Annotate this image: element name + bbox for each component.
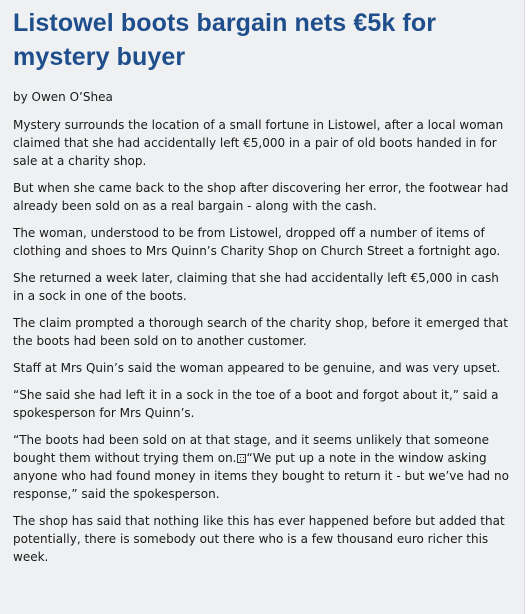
quote-part-1: “The boots had been sold on at that stage, and it seems unlikely that someone bought them without trying them on. bbox=[13, 433, 489, 465]
paragraph-4: She returned a week later, claiming that she had accidentally left €5,000 in cash in a sock in one of the boots. bbox=[13, 271, 499, 303]
paragraph-8 bbox=[13, 431, 513, 503]
quote-part-2: “We put up a note in the window asking anyone who had found money in items they bought to return it - but we’ve had no response,” said the spokesperson. bbox=[13, 451, 509, 501]
article-byline: by Owen O’Shea bbox=[13, 90, 113, 104]
paragraph-3: The woman, understood to be from Listowel, dropped off a number of items of clothing and shoes to Mrs Quinn’s Charity Shop on Church Street a fortnight ago. bbox=[13, 226, 501, 258]
article-headline: Listowel boots bargain nets €5k for mystery buyer bbox=[13, 9, 437, 71]
missing-glyph-icon bbox=[237, 454, 246, 463]
paragraph-2: But when she came back to the shop after discovering her error, the footwear had already been sold on as a real bargain - along with the cash. bbox=[13, 181, 509, 213]
paragraph-1: Mystery surrounds the location of a small fortune in Listowel, after a local woman claimed that she had accidentally left €5,000 in a pair of old boots handed in for sale at a charity shop. bbox=[13, 118, 504, 168]
paragraph-6: Staff at Mrs Quin’s said the woman appeared to be genuine, and was very upset. bbox=[13, 361, 501, 375]
paragraph-7: “She said she had left it in a sock in the toe of a boot and forgot about it,” said a spokesperson for Mrs Quinn’s. bbox=[13, 388, 499, 420]
paragraph-5: The claim prompted a thorough search of the charity shop, before it emerged that the boots had been sold on to another customer. bbox=[13, 316, 508, 348]
paragraph-9: The shop has said that nothing like this has ever happened before but added that potentially, there is somebody out there who is a few thousand euro richer this week. bbox=[13, 514, 505, 564]
article bbox=[13, 6, 513, 575]
